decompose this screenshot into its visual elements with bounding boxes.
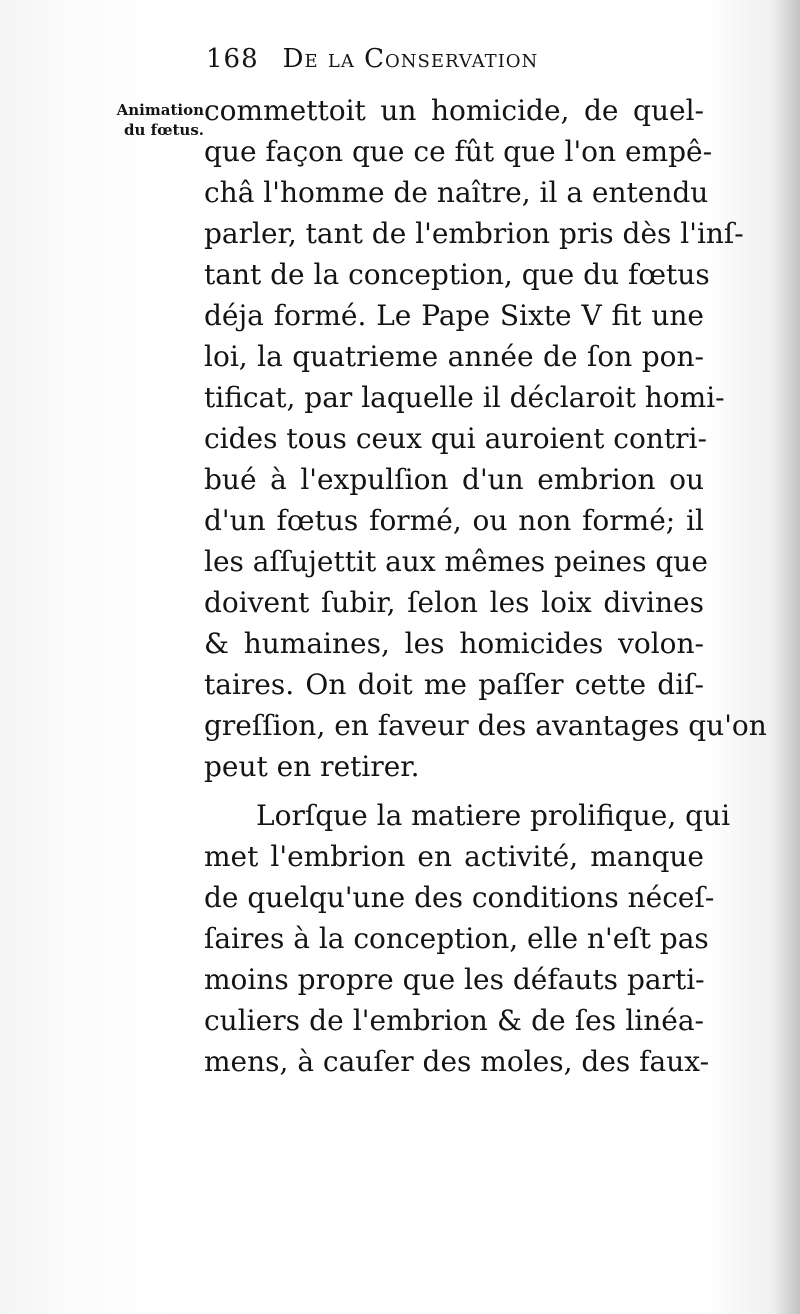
text-line: commettoit un homicide, de quel- [204,94,704,127]
margin-note-line-1: Animation [116,101,204,119]
body-text [204,90,767,1082]
text-line: tant de la conception, que du fœtus [204,258,710,291]
text-line: de quelqu'une des conditions néceſ- [204,881,715,914]
text-line: greſſion, en faveur des avantages qu'on [204,709,767,742]
text-line: déja formé. Le Pape Sixte V fit une [204,299,704,332]
text-line: met l'embrion en activité, manque [204,840,704,873]
text-line: bué à l'expulſion d'un embrion ou [204,463,704,496]
text-line: doivent ſubir, ſelon les loix divines [204,586,704,619]
text-line: cides tous ceux qui auroient contri- [204,422,707,455]
text-line: loi, la quatrieme année de ſon pon- [204,340,704,373]
text-line: peut en retirer. [204,750,420,783]
page-edge-shadow [774,0,800,1314]
margin-note-line-2: du fœtus. [124,121,204,139]
running-title: De la Conservation [282,44,539,74]
margin-note [74,100,204,140]
text-line: ſaires à la conception, elle n'eſt pas [204,922,709,955]
text-line: mens, à cauſer des moles, des faux- [204,1045,710,1078]
paragraph-gap [204,787,704,795]
page-number: 168 [206,44,259,74]
text-line: Lorſque la matiere prolifique, qui [256,799,731,832]
running-head [206,42,538,76]
text-line: les aſſujettit aux mêmes peines que [204,545,708,578]
text-line: parler, tant de l'embrion pris dès l'inſ- [204,217,744,250]
text-line: culiers de l'embrion & de ſes linéa- [204,1004,704,1037]
text-line: taires. On doit me paſſer cette diſ- [204,668,704,701]
text-line: d'un fœtus formé, ou non formé; il [204,504,704,537]
text-line: châ l'homme de naître, il a entendu [204,176,709,209]
text-line: que façon que ce fût que l'on empê- [204,135,713,168]
text-line: tificat, par laquelle il déclaroit homi- [204,381,725,414]
text-line: moins propre que les défauts parti- [204,963,705,996]
text-line: & humaines, les homicides volon- [204,627,704,660]
